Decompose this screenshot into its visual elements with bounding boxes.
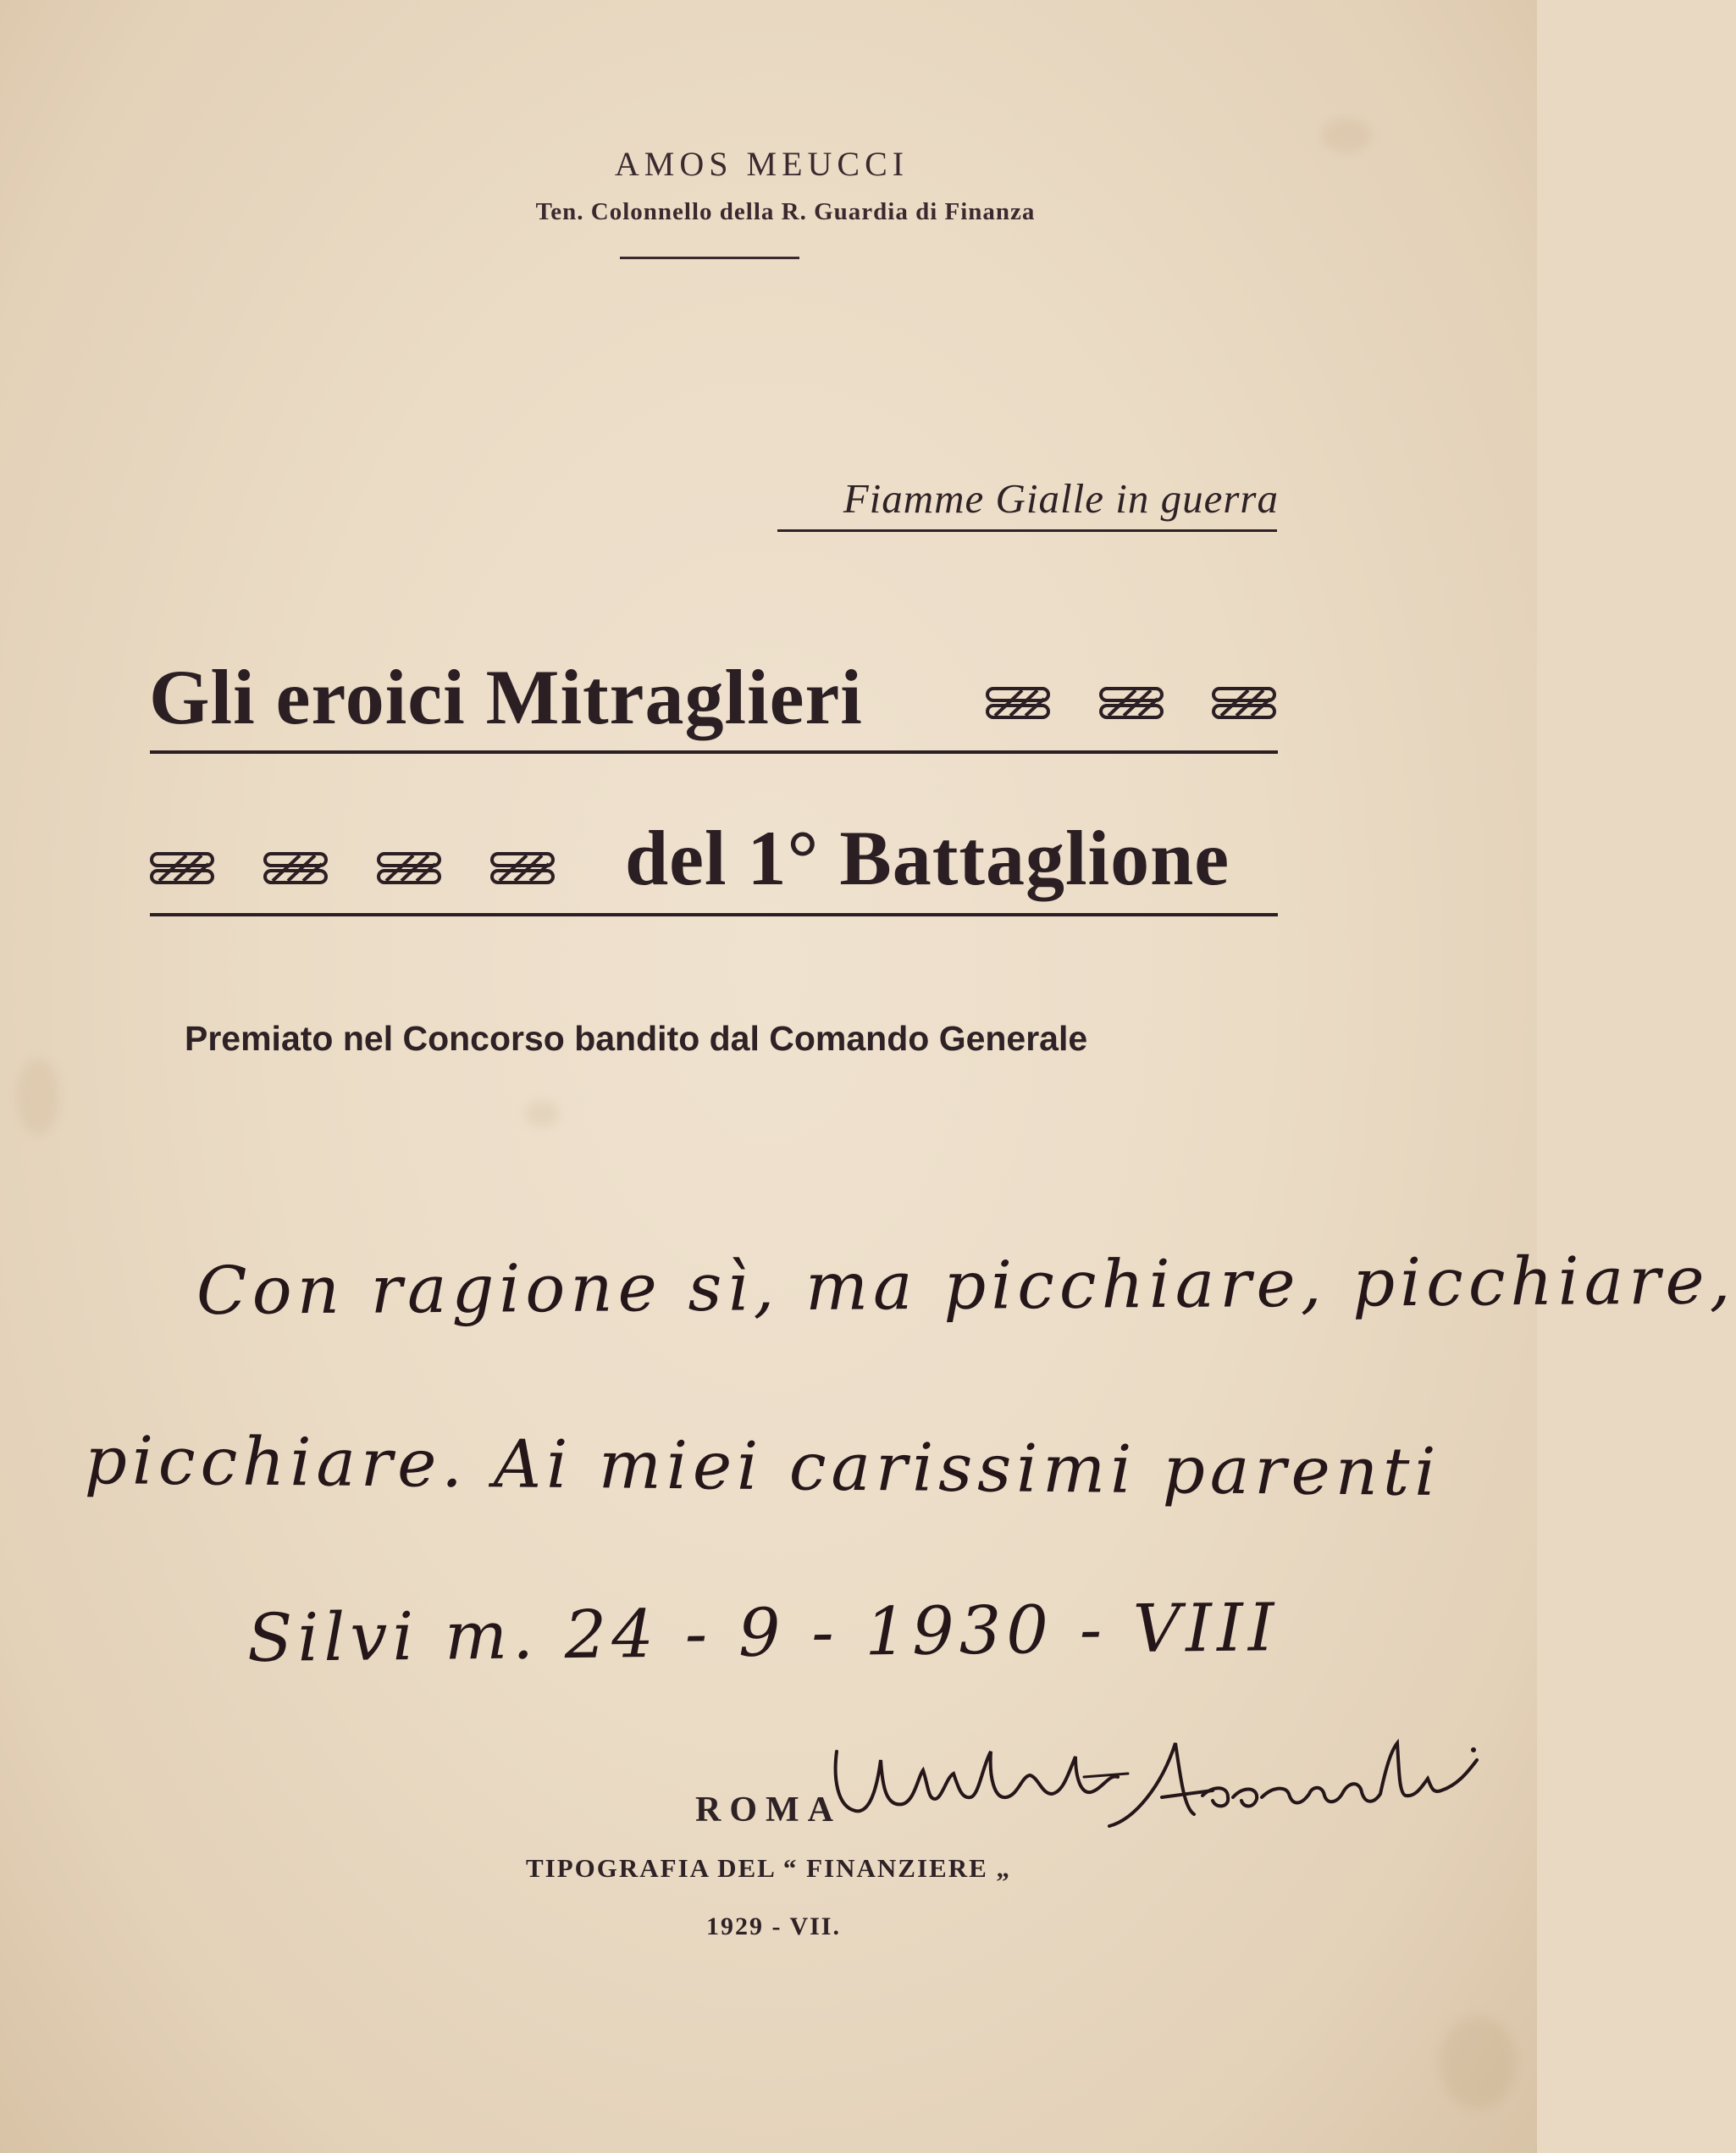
paper-stain [525,1101,559,1126]
subtitle: Premiato nel Concorso bandito dal Comando Generale [185,1019,1088,1058]
title-underline [150,750,1278,754]
series-underline [777,529,1277,532]
ornament-icon [263,847,330,889]
paper-stain [1440,2016,1516,2109]
ornament-icon [1211,682,1279,724]
author-rank: Ten. Colonnello della R. Guardia di Finanza [535,198,1036,225]
title-underline [150,913,1278,916]
ornament-icon [149,847,217,889]
ornament-icon [489,847,557,889]
imprint-place: ROMA [695,1790,842,1829]
ornament-icon [985,682,1053,724]
ornament-icon [376,847,444,889]
author-divider [620,257,799,259]
title-line-1: Gli eroici Mitraglieri [149,654,863,740]
series-title: Fiamme Gialle in guerra [843,475,1279,522]
title-line-2: del 1° Battaglione [625,815,1230,901]
inscription-line-2: picchiare. Ai miei carissimi parenti [84,1423,1441,1511]
inscription-line-1: Con ragione sì, ma picchiare, picchiare, [196,1243,1736,1330]
imprint-year: 1929 - VII. [706,1912,841,1940]
inscription-date-line: Silvi m. 24 - 9 - 1930 - VIII [246,1590,1280,1677]
paper-stain [17,1059,59,1135]
imprint-printer: TIPOGRAFIA DEL “ FINANZIERE „ [525,1853,1012,1883]
author-name: AMOS MEUCCI [614,145,909,183]
ornament-icon [1098,682,1166,724]
